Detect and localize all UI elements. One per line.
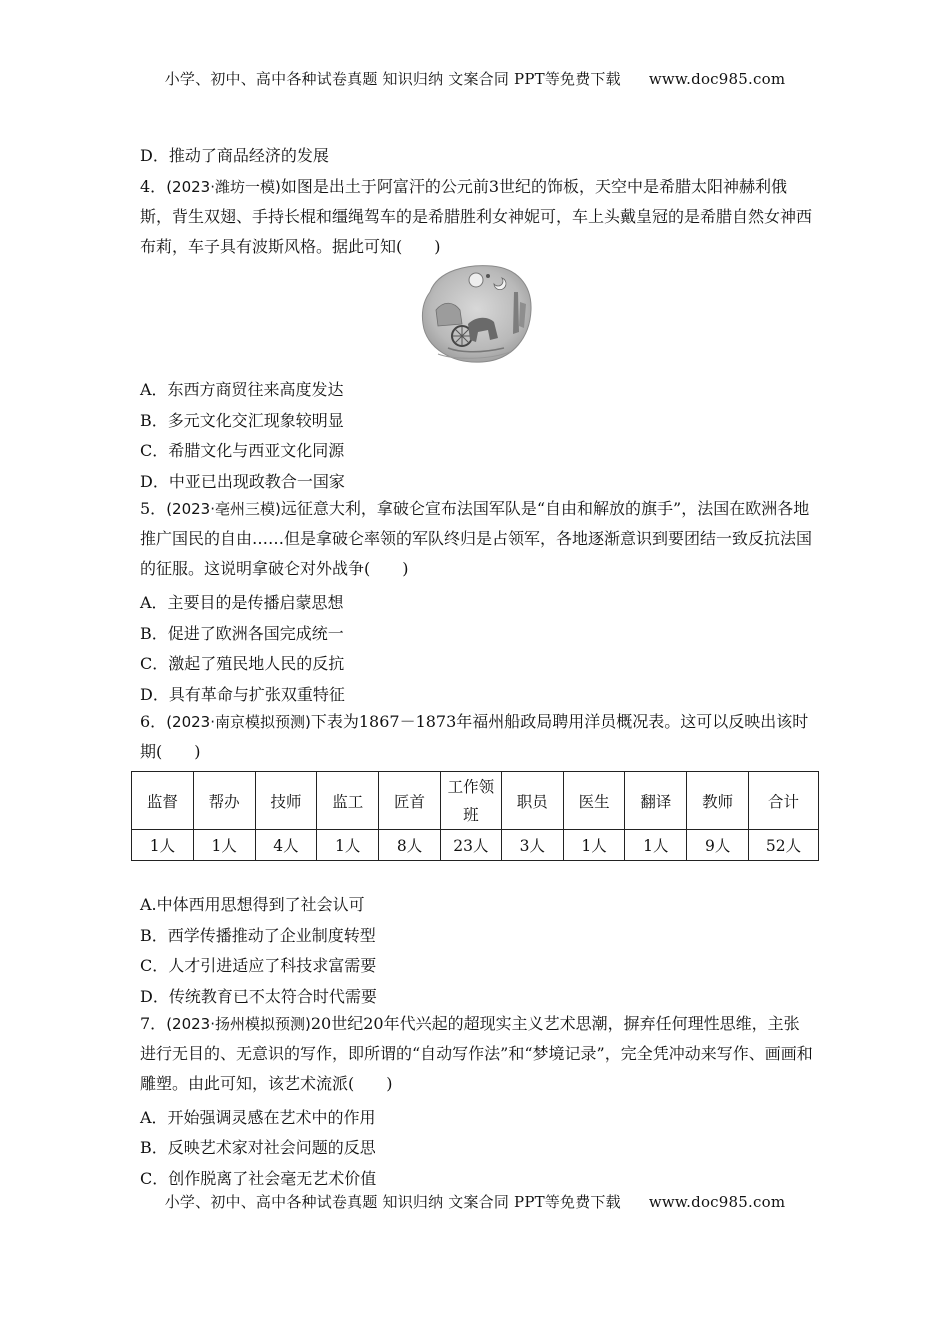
footer-text: 小学、初中、高中各种试卷真题 知识归纳 文案合同 PPT等免费下载: [164, 1193, 621, 1211]
table-value-row: [132, 830, 819, 861]
table-value-cell: 1人: [132, 830, 194, 861]
table-value-cell: 1人: [193, 830, 255, 861]
table-header-cell: 翻译: [625, 772, 687, 830]
afghan-plaque-image: [418, 262, 536, 364]
q4-option-d: D．中亚已出现政教合一国家: [140, 472, 345, 491]
table-header-cell: 匠首: [379, 772, 441, 830]
q5-stem-text: 远征意大利，拿破仑宣布法国军队是“自由和解放的旗手”，法国在欧洲各地推广国民的自由……但是拿破仑率领的军队终归是占领军，各地逐渐意识到要团结一致反抗法国的征服。这说明拿破仑对外战争( ): [140, 499, 813, 578]
question-6-stem: [140, 707, 814, 767]
page-header: [0, 68, 950, 89]
q6-option-a: A.中体西用思想得到了社会认可: [140, 895, 365, 914]
table-header-cell: 职员: [501, 772, 563, 830]
table-header-cell: 教师: [687, 772, 749, 830]
table-value-cell: 23人: [440, 830, 501, 861]
table-header-cell: 技师: [255, 772, 317, 830]
q7-option-a: A．开始强调灵感在艺术中的作用: [140, 1108, 376, 1127]
table-value-cell: 1人: [563, 830, 625, 861]
q3-option-d: D．推动了商品经济的发展: [140, 146, 329, 165]
header-text: 小学、初中、高中各种试卷真题 知识归纳 文案合同 PPT等免费下载: [164, 70, 621, 88]
header-url[interactable]: www.doc985.com: [648, 70, 786, 88]
q6-stem-text: 下表为1867－1873年福州船政局聘用洋员概况表。这可以反映出该时期( ): [140, 712, 809, 761]
q7-option-c: C．创作脱离了社会毫无艺术价值: [140, 1169, 377, 1188]
q4-option-a: A．东西方商贸往来高度发达: [140, 380, 344, 399]
question-7-stem: [140, 1009, 814, 1099]
q6-source: (2023·南京模拟预测): [166, 713, 311, 731]
table-header-cell: 帮办: [193, 772, 255, 830]
q6-number: 6．: [140, 712, 167, 731]
q4-source: (2023·潍坊一模): [166, 178, 281, 196]
q6-option-d: D．传统教育已不太符合时代需要: [140, 987, 377, 1006]
table-header-cell: 工作领班: [440, 772, 501, 830]
q6-option-b: B．西学传播推动了企业制度转型: [140, 926, 376, 945]
q5-source: (2023·亳州三模): [166, 500, 281, 518]
table-value-cell: 8人: [379, 830, 441, 861]
q7-option-b: B．反映艺术家对社会问题的反思: [140, 1138, 376, 1157]
q5-option-a: A．主要目的是传播启蒙思想: [140, 593, 344, 612]
q4-option-c: C．希腊文化与西亚文化同源: [140, 441, 345, 460]
table-value-cell: 1人: [317, 830, 379, 861]
sun-god-icon: [469, 273, 483, 287]
q5-option-b: B．促进了欧洲各国完成统一: [140, 624, 344, 643]
table-header-cell: 监督: [132, 772, 194, 830]
q4-option-b: B．多元文化交汇现象较明显: [140, 411, 344, 430]
q4-number: 4．: [140, 177, 167, 196]
q7-source: (2023·扬州模拟预测): [166, 1015, 311, 1033]
footer-url[interactable]: www.doc985.com: [648, 1193, 786, 1211]
q7-stem-text: 20世纪20年代兴起的超现实主义艺术思潮，摒弃任何理性思维，主张进行无目的、无意识的写作，即所谓的“自动写作法”和“梦境记录”，完全凭冲动来写作、画画和雕塑。由此可知，该艺术流派( ): [140, 1014, 813, 1093]
q5-option-c: C．激起了殖民地人民的反抗: [140, 654, 345, 673]
table-value-cell: 4人: [255, 830, 317, 861]
table-value-cell: 3人: [501, 830, 563, 861]
q7-number: 7．: [140, 1014, 167, 1033]
table-header-cell: 合计: [749, 772, 819, 830]
q5-number: 5．: [140, 499, 167, 518]
table-value-cell: 1人: [625, 830, 687, 861]
foreign-staff-table: [131, 771, 819, 861]
question-4-stem: [140, 172, 814, 262]
table-value-cell: 52人: [749, 830, 819, 861]
q5-option-d: D．具有革命与扩张双重特征: [140, 685, 345, 704]
question-5-stem: [140, 494, 814, 584]
q4-stem-text: 如图是出土于阿富汗的公元前3世纪的饰板，天空中是希腊太阳神赫利俄斯，背生双翅、手持长棍和缰绳驾车的是希腊胜利女神妮可，车上头戴皇冠的是希腊自然女神西布莉，车子具有波斯风格。据此可知( ): [140, 177, 813, 256]
page-footer: [0, 1191, 950, 1212]
table-value-cell: 9人: [687, 830, 749, 861]
table-header-cell: 监工: [317, 772, 379, 830]
table-header-row: [132, 772, 819, 830]
q6-option-c: C．人才引进适应了科技求富需要: [140, 956, 377, 975]
table-header-cell: 医生: [563, 772, 625, 830]
